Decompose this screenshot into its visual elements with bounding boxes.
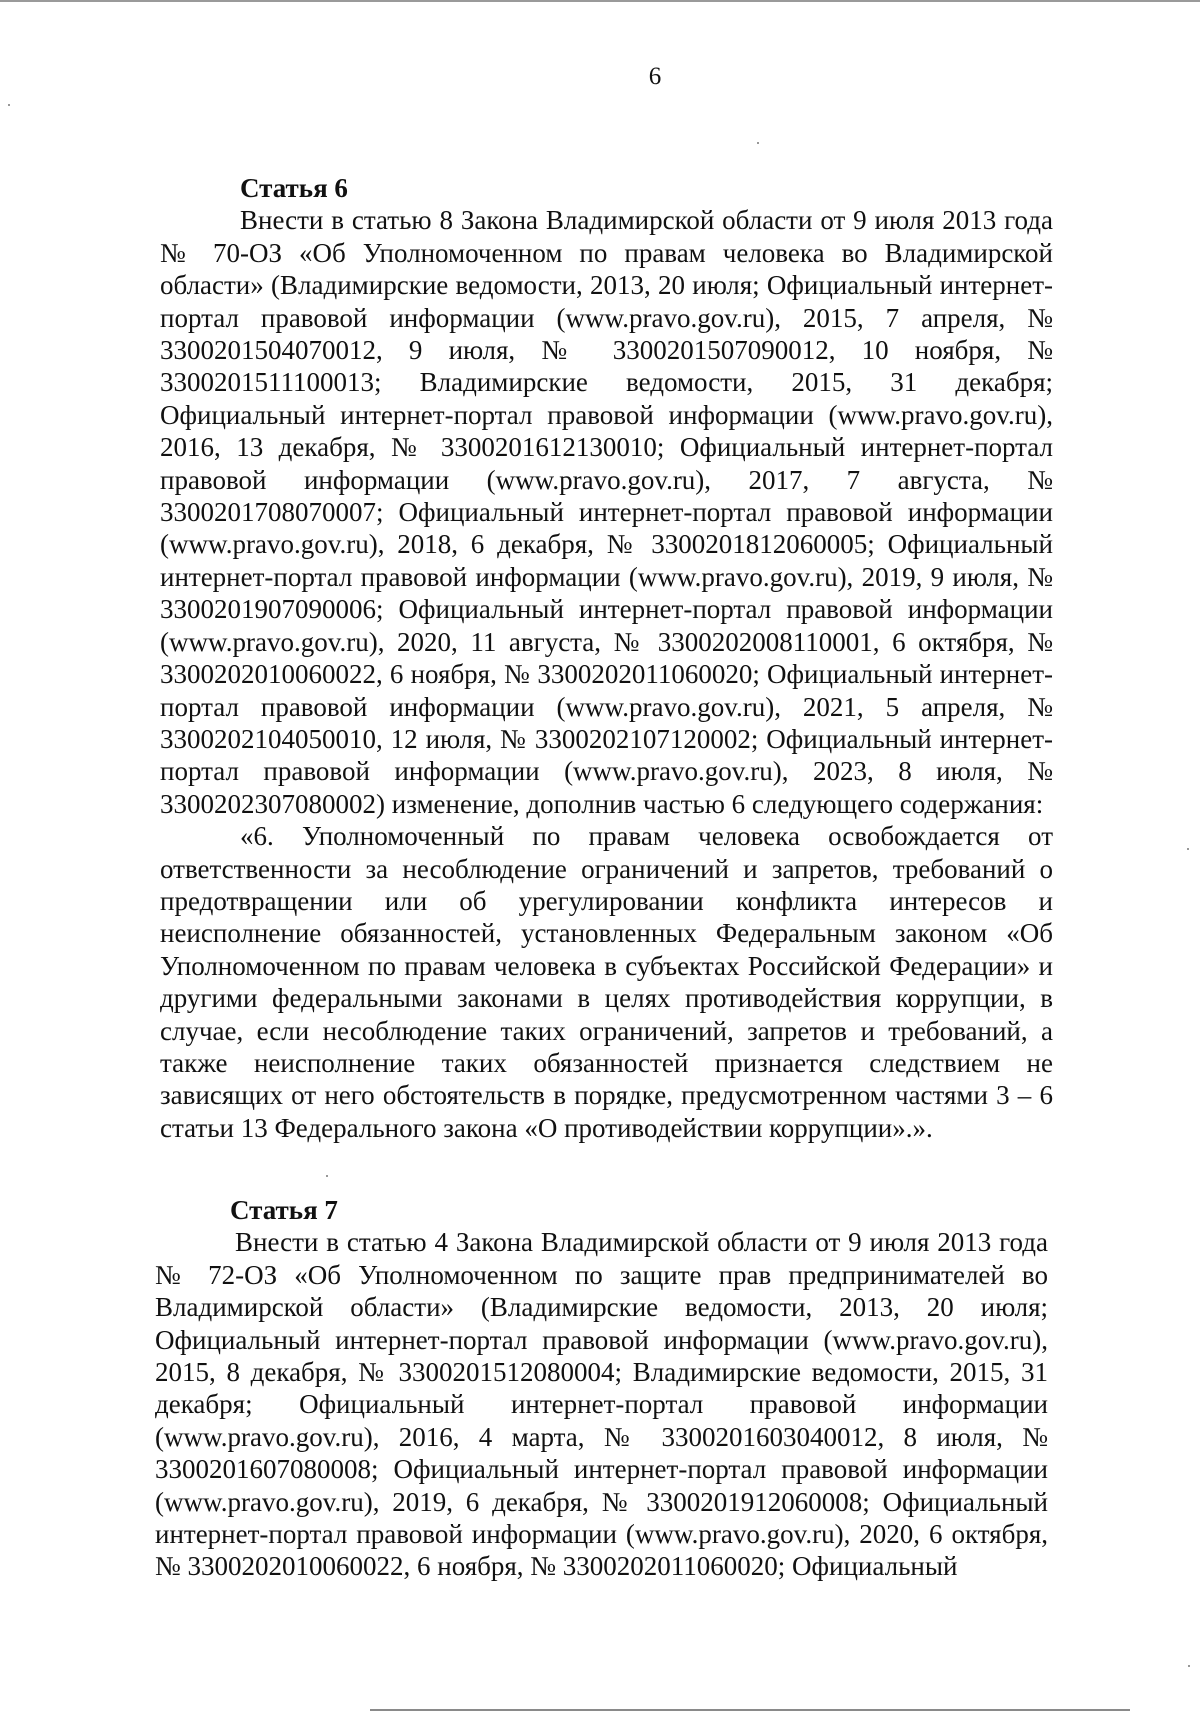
scan-speck — [8, 104, 10, 106]
article-7-paragraph-1: Внести в статью 4 Закона Владимирской области от 9 июля 2013 года № 72-ОЗ «Об Уполномоченном по защите прав предпринимателей во Владимирской области» (Владимирские ведомости, 2013, 20 июля; Официальный интернет-портал правовой информации (www.pravo.gov.ru), 2015, 8 декабря, № 3300201512080004; Владимирские ведомости, 2015, 31 декабря; Официальный интернет-портал правовой информации (www.pravo.gov.ru), 2016, 4 марта, № 3300201603040012, 8 июля, № 3300201607080008; Официальный интернет-портал правовой информации (www.pravo.gov.ru), 2019, 6 декабря, № 3300201912060008; Официальный интернет-портал правовой информации (www.pravo.gov.ru), 2020, 6 октября, № 3300202010060022, 6 ноября, № 3300202011060020; Официальный — [155, 1227, 1048, 1582]
scan-speck — [1187, 848, 1189, 850]
article-6-paragraph-2: «6. Уполномоченный по правам человека освобождается от ответственности за несоблюдение ограничений и запретов, требований о предотвращении или об урегулировании конфликта интересов и неисполнение обязанностей, установленных Федеральным законом «Об Уполномоченном по правам человека в субъектах Российской Федерации» и другими федеральными законами в целях противодействия коррупции, в случае, если несоблюдение таких ограничений, запретов и требований, а также неисполнение таких обязанностей признается следствием не зависящих от него обстоятельств в порядке, предусмотренном частями 3 – 6 статьи 13 Федерального закона «О противодействии коррупции».». — [160, 821, 1053, 1143]
article-7-heading: Статья 7 — [230, 1195, 338, 1225]
page-number: 6 — [648, 63, 662, 90]
scan-speck — [757, 142, 759, 144]
scan-speck — [326, 1175, 328, 1177]
bottom-scan-edge — [370, 1709, 1130, 1711]
article-6-heading: Статья 6 — [240, 173, 348, 203]
article-6-paragraph-1: Внести в статью 8 Закона Владимирской области от 9 июля 2013 года № 70-ОЗ «Об Уполномоченном по правам человека во Владимирской области» (Владимирские ведомости, 2013, 20 июля; Официальный интернет-портал правовой информации (www.pravo.gov.ru), 2015, 7 апреля, № 3300201504070012, 9 июля, № 3300201507090012, 10 ноября, № 3300201511100013; Владимирские ведомости, 2015, 31 декабря; Официальный интернет-портал правовой информации (www.pravo.gov.ru), 2016, 13 декабря, № 3300201612130010; Официальный интернет-портал правовой информации (www.pravo.gov.ru), 2017, 7 августа, № 3300201708070007; Официальный интернет-портал правовой информации (www.pravo.gov.ru), 2018, 6 декабря, № 3300201812060005; Официальный интернет-портал правовой информации (www.pravo.gov.ru), 2019, 9 июля, № 3300201907090006; Официальный интернет-портал правовой информации (www.pravo.gov.ru), 2020, 11 августа, № 3300202008110001, 6 октября, № 3300202010060022, 6 ноября, № 3300202011060020; Официальный интернет-портал правовой информации (www.pravo.gov.ru), 2021, 5 апреля, № 3300202104050010, 12 июля, № 3300202107120002; Официальный интернет-портал правовой информации (www.pravo.gov.ru), 2023, 8 июля, № 3300202307080002) изменение, дополнив частью 6 следующего содержания: — [160, 205, 1053, 819]
article-7 — [155, 1194, 1048, 1583]
article-6 — [160, 172, 1053, 1144]
top-scan-edge — [0, 0, 1200, 2]
scan-speck — [1188, 1665, 1190, 1667]
